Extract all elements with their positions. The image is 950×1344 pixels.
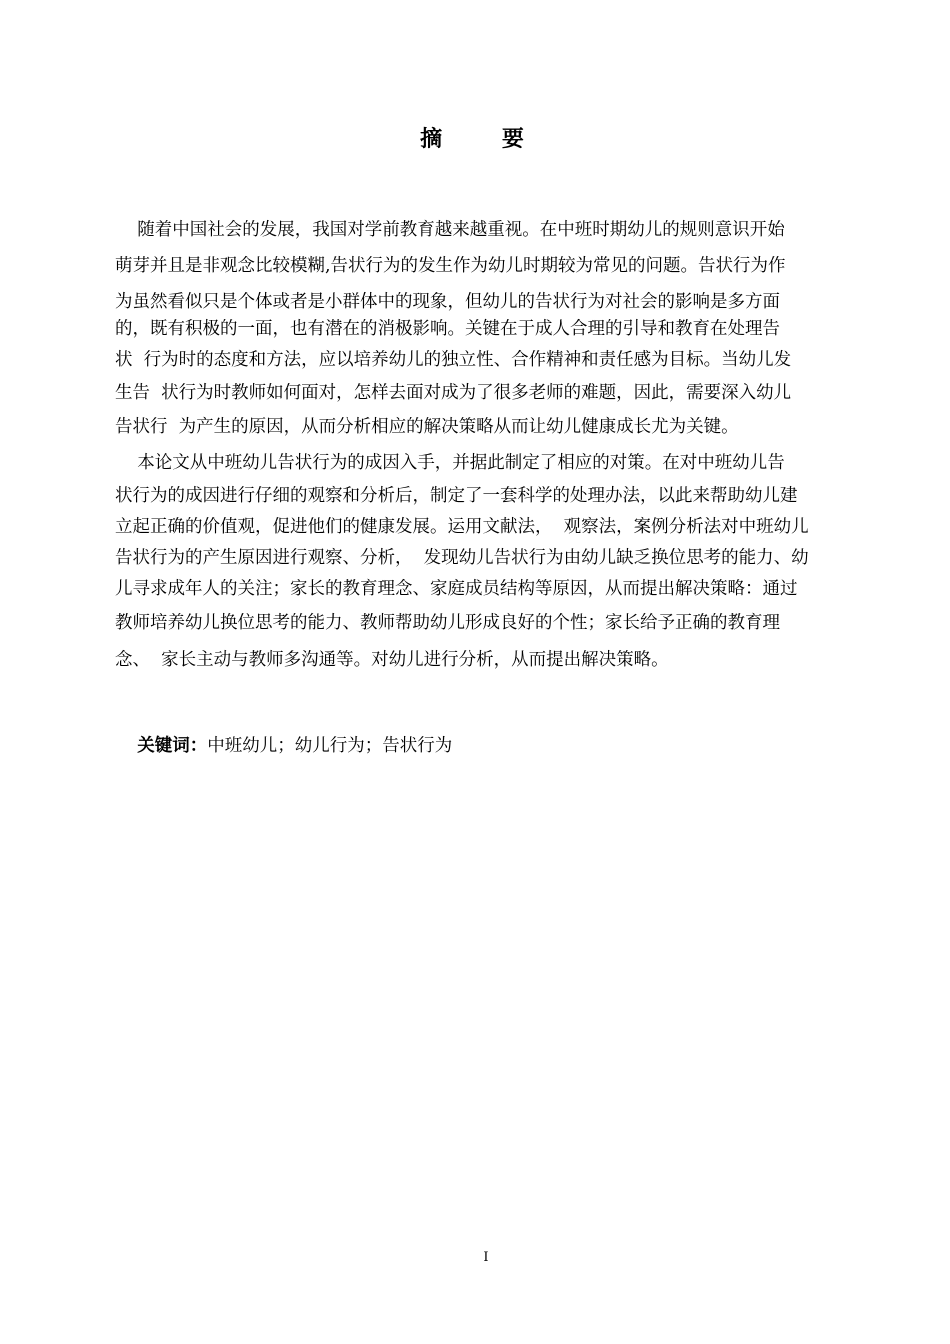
keywords-value: 中班幼儿；幼儿行为；告状行为 — [207, 736, 453, 756]
paragraph2-line: 告状行为的产生原因进行观察、分析， 发现幼儿告状行为由幼儿缺乏换位思考的能力、幼 — [115, 548, 809, 568]
paragraph2-line: 念、 家长主动与教师多沟通等。对幼儿进行分析，从而提出解决策略。 — [115, 650, 669, 670]
keywords-label: 关键词： — [137, 736, 208, 756]
paragraph1-line: 生告 状行为时教师如何面对，怎样去面对成为了很多老师的难题，因此，需要深入幼儿 — [115, 383, 792, 403]
paragraph1-line: 随着中国社会的发展，我国对学前教育越来越重视。在中班时期幼儿的规则意识开始 — [115, 220, 785, 240]
abstract-title: 摘 要 — [420, 127, 550, 152]
page-number: I — [483, 1250, 489, 1265]
paragraph2-line: 立起正确的价值观，促进他们的健康发展。运用文献法， 观察法，案例分析法对中班幼儿 — [115, 517, 809, 537]
paragraph2-line: 教师培养幼儿换位思考的能力、教师帮助幼儿形成良好的个性；家长给予正确的教育理 — [115, 613, 780, 633]
paragraph2-line: 状行为的成因进行仔细的观察和分析后，制定了一套科学的处理办法，以此来帮助幼儿建 — [115, 486, 798, 506]
paragraph1-line: 为虽然看似只是个体或者是小群体中的现象，但幼儿的告状行为对社会的影响是多方面 — [115, 292, 780, 312]
paragraph1-line: 状 行为时的态度和方法，应以培养幼儿的独立性、合作精神和责任感为目标。当幼儿发 — [115, 350, 792, 370]
paragraph1-line: 的，既有积极的一面，也有潜在的消极影响。关键在于成人合理的引导和教育在处理告 — [115, 319, 780, 339]
keywords — [115, 710, 452, 782]
paragraph2-line: 儿寻求成年人的关注；家长的教育理念、家庭成员结构等原因，从而提出解决策略：通过 — [115, 579, 798, 599]
paragraph1-line: 萌芽并且是非观念比较模糊,告状行为的发生作为幼儿时期较为常见的问题。告状行为作 — [115, 256, 786, 276]
paragraph2-line: 本论文从中班幼儿告状行为的成因入手，并据此制定了相应的对策。在对中班幼儿告 — [115, 453, 785, 473]
paragraph1-line: 告状行 为产生的原因，从而分析相应的解决策略从而让幼儿健康成长尤为关键。 — [115, 417, 739, 437]
